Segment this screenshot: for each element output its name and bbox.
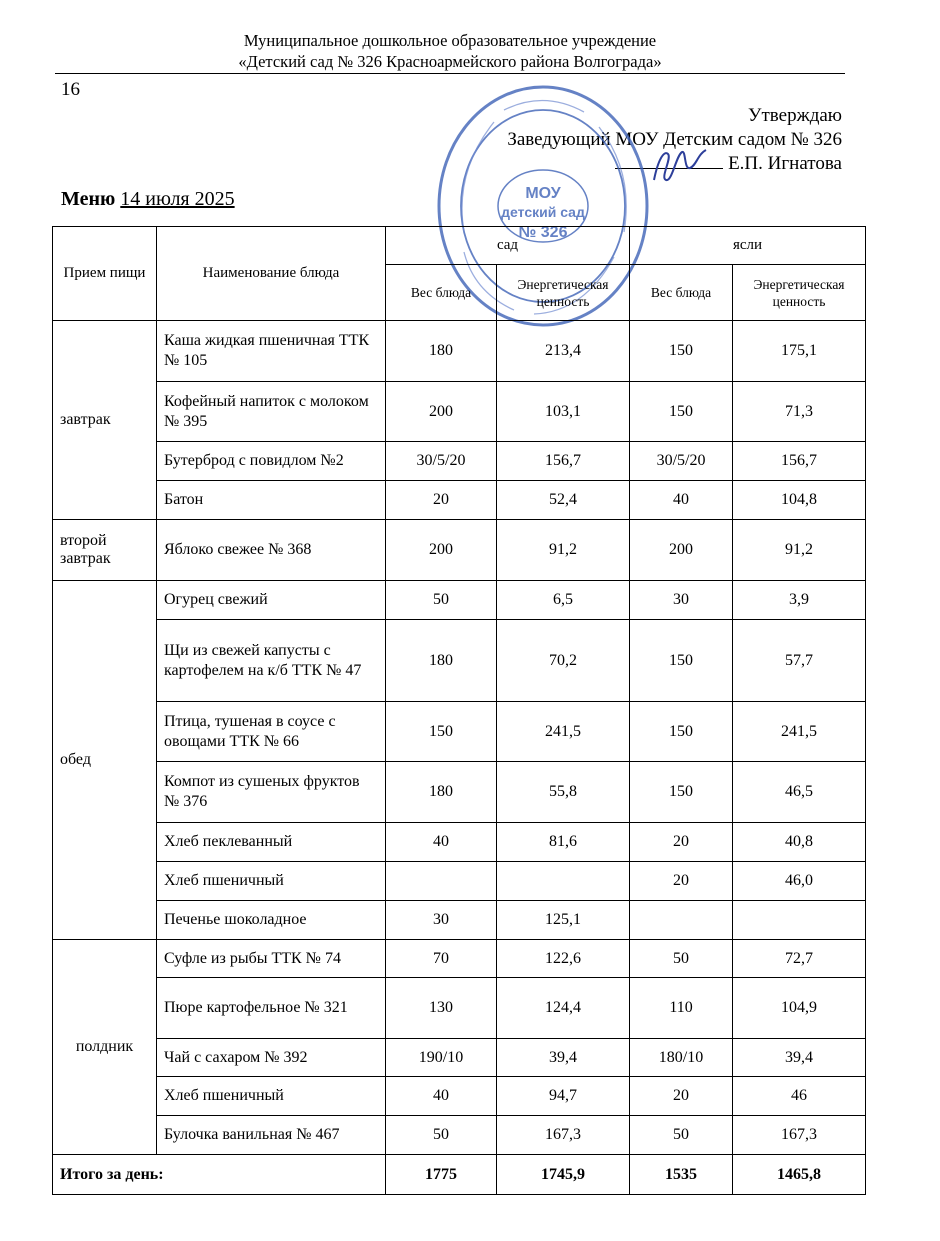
sad-weight-cell: 40 <box>386 823 497 862</box>
yasli-weight-cell: 150 <box>630 321 733 382</box>
yasli-energy-cell: 46,5 <box>733 762 866 823</box>
sad-weight-cell: 180 <box>386 762 497 823</box>
institution-header <box>55 30 845 72</box>
total-row <box>53 1155 866 1195</box>
table-row <box>53 520 866 581</box>
yasli-weight-cell: 180/10 <box>630 1039 733 1077</box>
meal-cell: обед <box>53 581 157 940</box>
table-row <box>53 1077 866 1116</box>
total-label: Итого за день: <box>53 1155 386 1195</box>
sad-energy-cell: 39,4 <box>497 1039 630 1077</box>
yasli-energy-cell: 72,7 <box>733 940 866 978</box>
sad-energy-cell: 156,7 <box>497 442 630 481</box>
dish-cell: Булочка ванильная № 467 <box>157 1116 386 1155</box>
sad-energy-cell: 70,2 <box>497 620 630 702</box>
table-row <box>53 940 866 978</box>
yasli-weight-cell: 50 <box>630 1116 733 1155</box>
header-divider <box>55 73 845 74</box>
dish-cell: Компот из сушеных фруктов № 376 <box>157 762 386 823</box>
table-row <box>53 762 866 823</box>
menu-title <box>61 188 235 211</box>
sad-weight-cell: 50 <box>386 1116 497 1155</box>
meal-cell: завтрак <box>53 321 157 520</box>
table-row <box>53 581 866 620</box>
menu-table <box>52 226 866 1195</box>
sad-weight-cell: 180 <box>386 321 497 382</box>
yasli-energy-cell: 57,7 <box>733 620 866 702</box>
table-row <box>53 901 866 940</box>
table-row <box>53 978 866 1039</box>
dish-cell: Птица, тушеная в соусе с овощами ТТК № 66 <box>157 702 386 762</box>
dish-cell: Суфле из рыбы ТТК № 74 <box>157 940 386 978</box>
stamp-text-2: детский сад <box>501 204 585 220</box>
yasli-weight-cell: 20 <box>630 823 733 862</box>
sad-energy-cell <box>497 862 630 901</box>
sad-energy-cell: 55,8 <box>497 762 630 823</box>
header-yasli: ясли <box>630 227 866 265</box>
yasli-weight-cell: 150 <box>630 382 733 442</box>
table-row <box>53 382 866 442</box>
page-number: 16 <box>61 79 80 100</box>
sad-weight-cell <box>386 862 497 901</box>
dish-cell: Яблоко свежее № 368 <box>157 520 386 581</box>
approval-line-2: Заведующий МОУ Детским садом № 326 <box>507 129 842 150</box>
dish-cell: Батон <box>157 481 386 520</box>
approval-signer: Е.П. Игнатова <box>728 153 842 174</box>
table-row <box>53 481 866 520</box>
yasli-weight-cell: 200 <box>630 520 733 581</box>
table-row <box>53 1116 866 1155</box>
sad-weight-cell: 70 <box>386 940 497 978</box>
table-row <box>53 321 866 382</box>
yasli-energy-cell: 40,8 <box>733 823 866 862</box>
header-sad-weight: Вес блюда <box>386 265 497 321</box>
dish-cell: Бутерброд с повидлом №2 <box>157 442 386 481</box>
yasli-energy-cell: 91,2 <box>733 520 866 581</box>
total-sad-weight: 1775 <box>386 1155 497 1195</box>
dish-cell: Огурец свежий <box>157 581 386 620</box>
handwritten-signature <box>646 140 716 188</box>
dish-cell: Каша жидкая пшеничная ТТК № 105 <box>157 321 386 382</box>
sad-weight-cell: 200 <box>386 520 497 581</box>
yasli-energy-cell: 104,9 <box>733 978 866 1039</box>
sad-energy-cell: 6,5 <box>497 581 630 620</box>
sad-energy-cell: 91,2 <box>497 520 630 581</box>
header-sad: сад <box>386 227 630 265</box>
meal-cell: второй завтрак <box>53 520 157 581</box>
yasli-energy-cell: 46,0 <box>733 862 866 901</box>
dish-cell: Пюре картофельное № 321 <box>157 978 386 1039</box>
dish-cell: Хлеб пеклеванный <box>157 823 386 862</box>
yasli-energy-cell: 39,4 <box>733 1039 866 1077</box>
yasli-energy-cell: 104,8 <box>733 481 866 520</box>
yasli-weight-cell: 50 <box>630 940 733 978</box>
header-yasli-weight: Вес блюда <box>630 265 733 321</box>
sad-weight-cell: 40 <box>386 1077 497 1116</box>
sad-weight-cell: 30/5/20 <box>386 442 497 481</box>
table-row <box>53 1039 866 1077</box>
dish-cell: Щи из свежей капусты с картофелем на к/б ТТК № 47 <box>157 620 386 702</box>
yasli-weight-cell: 30 <box>630 581 733 620</box>
sad-weight-cell: 30 <box>386 901 497 940</box>
yasli-weight-cell: 20 <box>630 862 733 901</box>
stamp-text-3: № 326 <box>518 224 568 241</box>
sad-energy-cell: 52,4 <box>497 481 630 520</box>
yasli-weight-cell: 110 <box>630 978 733 1039</box>
header-meal: Прием пищи <box>53 227 157 321</box>
sad-weight-cell: 20 <box>386 481 497 520</box>
stamp-text-1: МОУ <box>525 185 561 202</box>
header-dish: Наименование блюда <box>157 227 386 321</box>
institution-line-1: Муниципальное дошкольное образовательное учреждение <box>243 31 657 50</box>
sad-energy-cell: 122,6 <box>497 940 630 978</box>
yasli-energy-cell: 156,7 <box>733 442 866 481</box>
meal-cell: полдник <box>53 940 157 1155</box>
sad-weight-cell: 190/10 <box>386 1039 497 1077</box>
sad-energy-cell: 167,3 <box>497 1116 630 1155</box>
table-row <box>53 823 866 862</box>
menu-body <box>53 321 866 1195</box>
sad-energy-cell: 125,1 <box>497 901 630 940</box>
yasli-weight-cell: 150 <box>630 620 733 702</box>
sad-energy-cell: 81,6 <box>497 823 630 862</box>
table-row <box>53 442 866 481</box>
yasli-weight-cell: 150 <box>630 762 733 823</box>
menu-title-label: Меню <box>61 188 116 210</box>
yasli-weight-cell: 20 <box>630 1077 733 1116</box>
yasli-weight-cell: 30/5/20 <box>630 442 733 481</box>
header-sad-energy: Энергетическая ценность <box>497 265 630 321</box>
menu-date: 14 июля 2025 <box>120 188 235 210</box>
yasli-energy-cell: 241,5 <box>733 702 866 762</box>
yasli-weight-cell <box>630 901 733 940</box>
approval-line-1: Утверждаю <box>748 105 842 126</box>
yasli-energy-cell: 46 <box>733 1077 866 1116</box>
yasli-energy-cell <box>733 901 866 940</box>
sad-weight-cell: 50 <box>386 581 497 620</box>
table-row <box>53 862 866 901</box>
header-yasli-energy: Энергетическая ценность <box>733 265 866 321</box>
sad-weight-cell: 150 <box>386 702 497 762</box>
table-row <box>53 620 866 702</box>
yasli-energy-cell: 175,1 <box>733 321 866 382</box>
sad-weight-cell: 180 <box>386 620 497 702</box>
sad-weight-cell: 200 <box>386 382 497 442</box>
sad-energy-cell: 124,4 <box>497 978 630 1039</box>
total-yasli-weight: 1535 <box>630 1155 733 1195</box>
sad-energy-cell: 94,7 <box>497 1077 630 1116</box>
dish-cell: Чай с сахаром № 392 <box>157 1039 386 1077</box>
yasli-weight-cell: 150 <box>630 702 733 762</box>
dish-cell: Хлеб пшеничный <box>157 862 386 901</box>
total-sad-energy: 1745,9 <box>497 1155 630 1195</box>
sad-energy-cell: 241,5 <box>497 702 630 762</box>
sad-weight-cell: 130 <box>386 978 497 1039</box>
dish-cell: Кофейный напиток с молоком № 395 <box>157 382 386 442</box>
yasli-energy-cell: 3,9 <box>733 581 866 620</box>
yasli-energy-cell: 71,3 <box>733 382 866 442</box>
sad-energy-cell: 103,1 <box>497 382 630 442</box>
yasli-weight-cell: 40 <box>630 481 733 520</box>
table-row <box>53 702 866 762</box>
sad-energy-cell: 213,4 <box>497 321 630 382</box>
dish-cell: Хлеб пшеничный <box>157 1077 386 1116</box>
dish-cell: Печенье шоколадное <box>157 901 386 940</box>
institution-line-2: «Детский сад № 326 Красноармейского района Волгограда» <box>238 52 662 71</box>
yasli-energy-cell: 167,3 <box>733 1116 866 1155</box>
total-yasli-energy: 1465,8 <box>733 1155 866 1195</box>
